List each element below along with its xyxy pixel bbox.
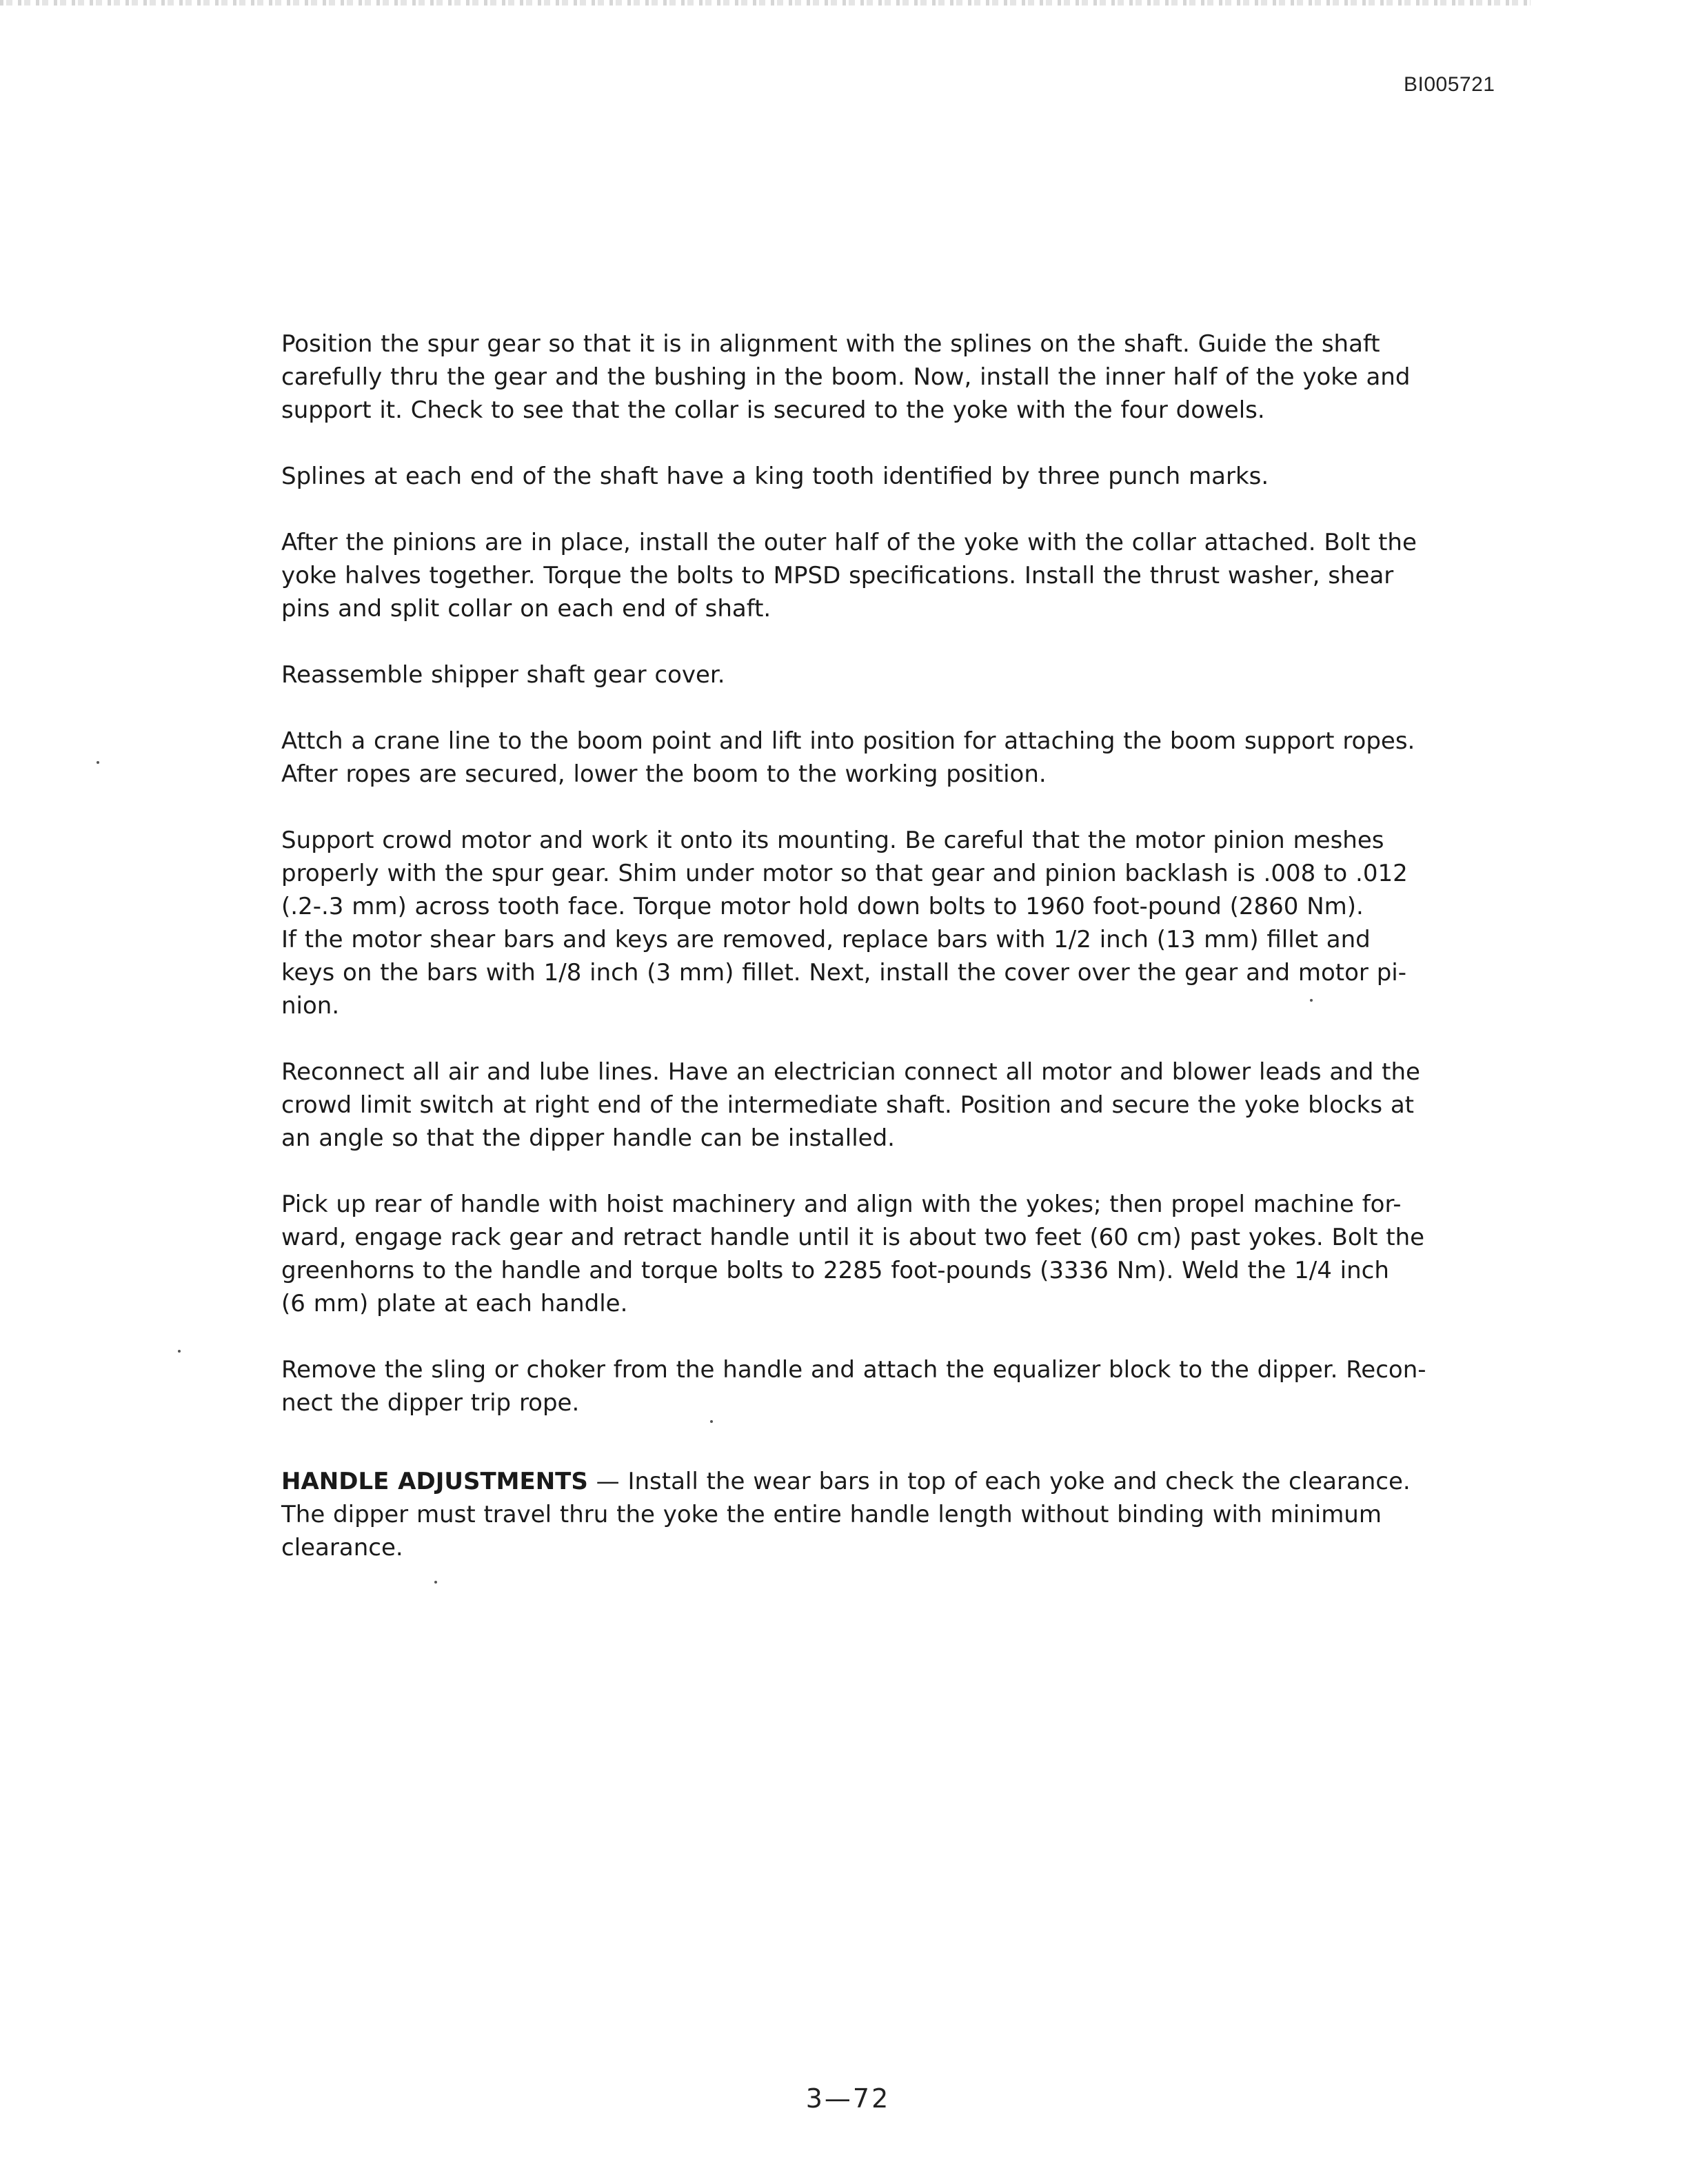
paragraph-spur-gear: Position the spur gear so that it is in alignment with the splines on the shaft. Guide the shaft carefully thru the gear and the bushing in the boom. Now, install the inner half of the yoke and support it. Check to see that the collar is secured to the yoke with the four dowels. [281, 330, 1411, 424]
handle-adjustments-heading: HANDLE ADJUSTMENTS [281, 1468, 588, 1495]
handle-adjustments-text: — Install the wear bars in top of each yoke and check the clearance. The dipper must travel thru the yoke the entire handle length without binding with minimum clearance. [281, 1468, 1411, 1561]
paragraph-reconnect: Reconnect all air and lube lines. Have an electrician connect all motor and blower leads and the crowd limit switch at right end of the intermediate shaft. Position and secure the yoke blocks at an angle so that the dipper handle can be installed. [281, 1058, 1420, 1152]
page-number: 3—72 [805, 2083, 891, 2114]
scan-speck [434, 1581, 437, 1584]
scan-speck [710, 1420, 713, 1423]
document-id: BI005721 [1404, 73, 1495, 96]
scan-edge-artifact [0, 0, 1531, 6]
document-body [281, 327, 1446, 1564]
paragraph-splines: Splines at each end of the shaft have a king tooth identified by three punch marks. [281, 463, 1269, 490]
paragraph-reassemble: Reassemble shipper shaft gear cover. [281, 661, 725, 689]
scan-speck [1310, 999, 1313, 1002]
paragraph-crane-line: Attch a crane line to the boom point and lift into position for attaching the boom support ropes. After ropes are secured, lower the boom to the working position. [281, 727, 1415, 788]
paragraph-crowd-motor: Support crowd motor and work it onto its mounting. Be careful that the motor pinion meshes properly with the spur gear. Shim under motor so that gear and pinion backlash is .008 to .012 (.2-.3 mm) across tooth face. Torque motor hold down bolts to 1960 foot-pound (2860 Nm). If the motor shear bars and keys are removed, replace bars with 1/2 inch (13 mm) fillet and keys on the bars with 1/8 inch (3 mm) fillet. Next, install the cover over the gear and motor pi- nion. [281, 827, 1408, 1020]
scan-speck [178, 1350, 181, 1353]
paragraph-pick-up-handle: Pick up rear of handle with hoist machinery and align with the yokes; then propel machine for- ward, engage rack gear and retract handle until it is about two feet (60 cm) past yokes. Bolt the greenhorns to the handle and torque bolts to 2285 foot-pounds (3336 Nm). Weld the 1/4 inch (6 mm) plate at each handle. [281, 1191, 1425, 1317]
paragraph-pinions: After the pinions are in place, install the outer half of the yoke with the collar attached. Bolt the yoke halves together. Torque the bolts to MPSD specifications. Install the thrust washer, shear pins and split collar on each end of shaft. [281, 529, 1417, 623]
scan-speck [97, 761, 99, 764]
paragraph-handle-adjustments [281, 1465, 1446, 1564]
paragraph-remove-sling: Remove the sling or choker from the handle and attach the equalizer block to the dipper. Recon- nect the dipper trip rope. [281, 1356, 1426, 1417]
